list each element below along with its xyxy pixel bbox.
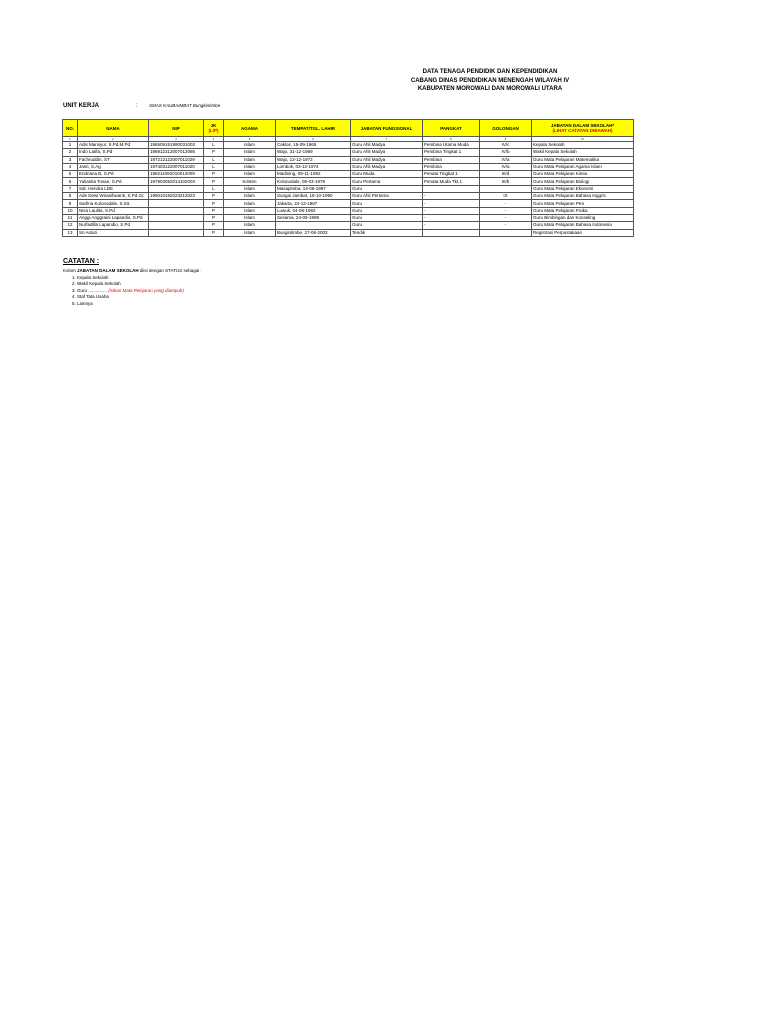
cell-golongan: - [480,214,532,221]
cell-nama: Sarfina Kolonodale, S.Sit. [78,200,149,207]
cell-fungsional: Guru Ahli Madya [351,142,423,149]
cell-agama: Islam [224,156,276,163]
cell-no: 4 [63,163,78,170]
cell-ttl: Sesama, 24-09-1999 [276,214,351,221]
cell-agama: Islam [224,185,276,192]
header-nip: NIP [149,120,204,137]
cell-nip [149,185,204,192]
cell-nip: 196912312007012086 [149,149,204,156]
cell-jk: L [204,185,224,192]
notes-item: 2. Wakil Kepala Sekolah [77,281,202,287]
cell-no: 3 [63,156,78,163]
cell-jk: P [204,200,224,207]
cell-no: 6 [63,178,78,185]
cell-ttl: Wajo, 31-12-1969 [276,149,351,156]
cell-nip [149,229,204,236]
cell-no: 13 [63,229,78,236]
header-pangkat: PANGKAT [423,120,480,137]
cell-golongan: - [480,207,532,214]
cell-ttl: Sungai Jambat, 18-10-1990 [276,193,351,200]
unit-kerja-label: UNIT KERJA [63,103,100,109]
cell-fungsional: Tendik [351,229,423,236]
cell-jk: L [204,156,224,163]
cell-no: 7 [63,185,78,192]
cell-jabatan: Wakil Kepala Sekolah [532,149,634,156]
cell-nip: 199010182023212023 [149,193,204,200]
cell-pangkat: - [423,207,480,214]
table-row [63,185,634,192]
unit-kerja-colon: : [136,103,138,109]
column-number: 7 [351,137,423,142]
cell-golongan [480,229,532,236]
cell-jabatan: Guru Mata Pelajaran Biologi [532,178,634,185]
cell-nama: Sri Astuti [78,229,149,236]
cell-ttl: Madining, 09-11-1982 [276,171,351,178]
header-nama: NAMA [78,120,149,137]
notes-item-guru: Guru ............... [77,287,108,293]
cell-jabatan: Guru Mata Pelajaran Ekonomi [532,185,634,192]
cell-fungsional: Guru [351,222,423,229]
cell-jabatan: Guru Mata Pelajaran Bahasa Indonesia [532,222,634,229]
header-no: NO. [63,120,78,137]
cell-jk: P [204,229,224,236]
cell-jabatan: Guru Mata Pelajaran Fisika [532,207,634,214]
cell-nip [149,214,204,221]
cell-fungsional: Guru [351,185,423,192]
cell-pangkat: Penata Muda Tkt.1 [423,178,480,185]
cell-jk: P [204,149,224,156]
unit-kerja-value: SMAS KAUBAIMBAT Bungkintimbe [149,103,221,108]
cell-fungsional: Guru Ahli Madya [351,163,423,170]
cell-nama: Indo Latifa, S.Pd [78,149,149,156]
cell-nip [149,222,204,229]
cell-golongan [480,185,532,192]
cell-golongan: - [480,200,532,207]
table-row [63,171,634,178]
cell-fungsional: Guru Pertama [351,178,423,185]
cell-ttl: Kolonodale, 05-03-1979 [276,178,351,185]
cell-jabatan: Guru Mata Pelajaran Kimia [532,171,634,178]
header-jabatan-sekolah-label: JABATAN DALAM SEKOLAH* [550,123,615,128]
cell-ttl: Lombok, 03-12-1974 [276,163,351,170]
header-golongan: GOLONGAN [480,120,532,137]
cell-pangkat: - [423,193,480,200]
cell-no: 11 [63,214,78,221]
cell-jabatan: Kepala Sekolah [532,142,634,149]
header-jk-label: JK [210,123,217,128]
notes-intro-pre: Kolom [63,268,76,273]
heading-line-1: DATA TENAGA PENDIDIK DAN KEPENDIDIKAN [422,69,558,75]
table-body [63,142,634,237]
cell-nama: Nisa Laulita, S.Pd [78,207,149,214]
table-row [63,222,634,229]
cell-pangkat: Pembina Utama Muda [423,142,480,149]
column-number: 2 [78,137,149,142]
column-number: 5 [224,137,276,142]
cell-golongan: IV/a [480,156,532,163]
cell-jk: P [204,171,224,178]
cell-nama: Nurfadilla Lapandio, S.Pd [78,222,149,229]
column-number: 10 [532,137,634,142]
table-header-row [63,120,634,137]
column-number: 8 [423,137,480,142]
cell-nip: 197403122007011020 [149,163,204,170]
heading-line-3: KABUPATEN MOROWALI DAN MOROWALI UTARA [417,86,563,92]
cell-agama: Kristen [224,178,276,185]
cell-fungsional: Guru Ahli Madya [351,149,423,156]
header-ttl: TEMPAT/TGL. LAHIR [276,120,351,137]
cell-nama: Ade Dewi Wirasihwanti, S.Pd.Gr. [78,193,149,200]
cell-no: 1 [63,142,78,149]
cell-jabatan: Guru Mata Pelajaran Matematika [532,156,634,163]
cell-agama: Islam [224,207,276,214]
cell-agama: Islam [224,193,276,200]
cell-jabatan: Guru Mata Pelajaran PKn [532,200,634,207]
cell-nip: 197212122007011029 [149,156,204,163]
cell-pangkat: Pembina [423,163,480,170]
table-row [63,207,634,214]
cell-no: 8 [63,193,78,200]
cell-agama: Islam [224,149,276,156]
table-row [63,142,634,149]
cell-nama: Yulianita Tosae, S.Pd [78,178,149,185]
cell-golongan: - [480,222,532,229]
cell-fungsional: Guru [351,207,423,214]
header-jabatan-sekolah-sub: (LIHAT CATATAN DIBAWAH) [552,128,613,133]
cell-jk: P [204,222,224,229]
cell-nip: 196509151990031003 [149,142,204,149]
cell-ttl: Caklos, 15-09-1965 [276,142,351,149]
cell-pangkat: Pembina [423,156,480,163]
cell-no: 10 [63,207,78,214]
cell-nip: 197903052014102003 [149,178,204,185]
cell-pangkat: Penata Tingkat 1 [423,171,480,178]
cell-pangkat [423,185,480,192]
cell-pangkat: - [423,222,480,229]
column-number: 4 [204,137,224,142]
table-row [63,214,634,221]
cell-jk: P [204,207,224,214]
cell-jabatan: Guru Mata Pelajaran Agama Islam [532,163,634,170]
cell-golongan: IV/c [480,142,532,149]
cell-nip: 198211092010012009 [149,171,204,178]
cell-nip [149,200,204,207]
cell-agama: Islam [224,222,276,229]
table-row [63,193,634,200]
cell-ttl [276,222,351,229]
header-jabatan-sekolah [532,120,634,137]
document-heading [300,68,680,94]
cell-fungsional: Guru [351,200,423,207]
cell-pangkat: - [423,200,480,207]
cell-jk: L [204,163,224,170]
cell-no: 9 [63,200,78,207]
cell-pangkat: - [423,214,480,221]
notes-guru-hint: (isikan Mata Pelajaran yang diampuh) [108,287,184,293]
cell-agama: Islam [224,214,276,221]
table-row [63,163,634,170]
cell-fungsional: Guru Ahli Pertama [351,193,423,200]
cell-golongan: IX [480,193,532,200]
header-agama: AGAMA [224,120,276,137]
table-row [63,229,634,236]
notes-item: 4. Staf Tata Usaha [77,294,202,300]
notes-list [63,275,202,307]
cell-fungsional: Guru Muda [351,171,423,178]
cell-jabatan: Guru Mata Pelajaran Bahasa Inggris [532,193,634,200]
notes-title: CATATAN : [63,258,100,265]
cell-agama: Islam [224,142,276,149]
cell-ttl: Wajo, 12-12-1972 [276,156,351,163]
cell-nama: Sdr. Hendra LDE [78,185,149,192]
cell-nama: Adis Mansyur, S.Pd.M.Pd [78,142,149,149]
cell-ttl: Jakarta, 24-12-1987 [276,200,351,207]
cell-no: 5 [63,171,78,178]
heading-line-2: CABANG DINAS PENDIDIKAN MENENGAH WILAYAH IV [410,77,570,84]
cell-golongan: IV/b [480,149,532,156]
cell-agama: Islam [224,200,276,207]
table-row [63,178,634,185]
header-jk [204,120,224,137]
cell-ttl: Bungintimbe, 27-06-2003 [276,229,351,236]
column-number: 1 [63,137,78,142]
cell-no: 2 [63,149,78,156]
cell-agama: Islam [224,229,276,236]
cell-nama: Anggi Anggraini Lapandio, S.Pd [78,214,149,221]
cell-ttl: Luwuk, 04-06-1992 [276,207,351,214]
table-row [63,156,634,163]
cell-golongan: IV/a [480,163,532,170]
cell-agama: Islam [224,163,276,170]
header-jk-sub: (L/P) [208,128,219,133]
cell-golongan: III/d [480,171,532,178]
cell-jabatan: Guru Bimbingan dan Konseling [532,214,634,221]
cell-nama: Fachruddin, ST [78,156,149,163]
table-row [63,200,634,207]
staff-table [62,119,634,237]
notes-section [63,258,202,307]
cell-golongan: III/b [480,178,532,185]
cell-jk: L [204,142,224,149]
notes-item: 5. Lainnya [77,301,202,307]
cell-jabatan: Registrasi Perpustakaan [532,229,634,236]
cell-no: 12 [63,222,78,229]
notes-intro-post: diisi dengan STATUS sebagai : [139,268,202,273]
table-row [63,149,634,156]
cell-agama: Islam [224,171,276,178]
cell-fungsional: Guru Ahli Madya [351,156,423,163]
cell-jk: P [204,193,224,200]
cell-jk: P [204,214,224,221]
cell-fungsional: Guru [351,214,423,221]
cell-nama: Endriana B, S.Pd [78,171,149,178]
column-number: 6 [276,137,351,142]
cell-nip [149,207,204,214]
cell-pangkat [423,229,480,236]
header-jabatan-fungsional: JABATAN FUNGSIONAL [351,120,423,137]
column-number: 3 [149,137,204,142]
cell-nama: Jasri, S.Ag [78,163,149,170]
cell-ttl: Masapimba, 13-06-1987 [276,185,351,192]
notes-intro-bold: JABATAN DALAM SEKOLAH [77,268,139,273]
cell-jk: P [204,178,224,185]
notes-intro [63,268,202,273]
column-number: 9 [480,137,532,142]
notes-item: 1. Kepala Sekolah [77,275,202,281]
cell-pangkat: Pembina Tingkat 1 [423,149,480,156]
